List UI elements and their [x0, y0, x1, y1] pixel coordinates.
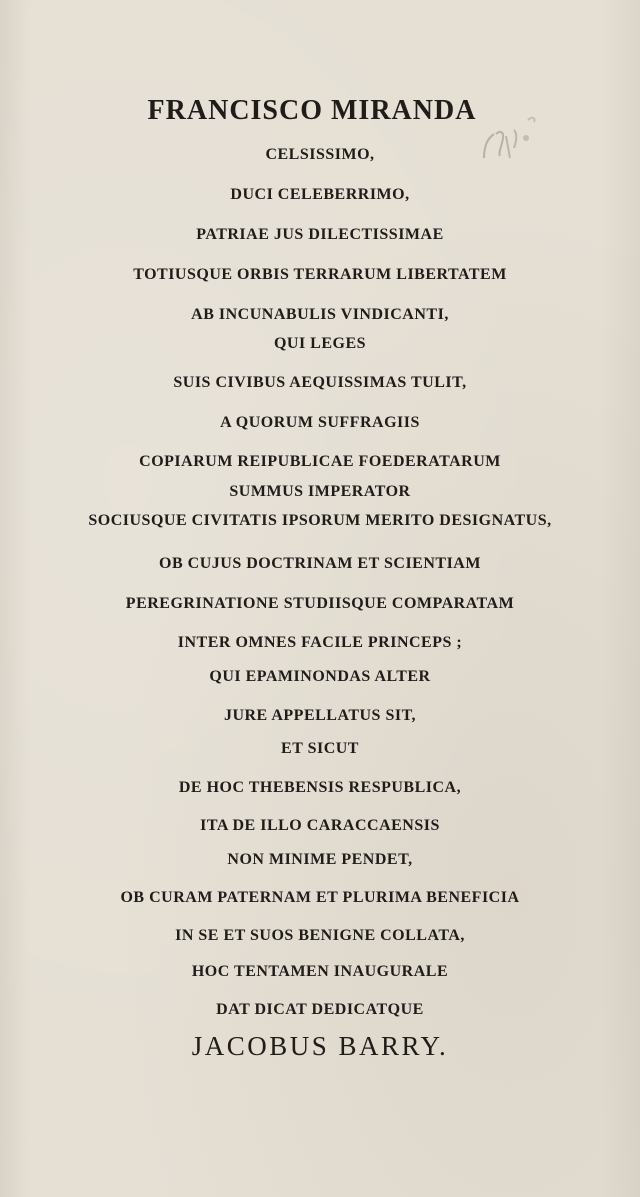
- dedication-line: QUI LEGES: [273, 335, 367, 352]
- dedication-title: FRANCISCO MIRANDA: [147, 95, 477, 126]
- dedication-line: PEREGRINATIONE STUDIISQUE COMPARATAM: [125, 595, 515, 612]
- dedication-line: DUCI CELEBERRIMO,: [230, 186, 410, 203]
- dedication-line: A QUORUM SUFFRAGIIS: [220, 414, 420, 431]
- dedication-line: QUI EPAMINONDAS ALTER: [209, 668, 431, 685]
- dedication-line: COPIARUM REIPUBLICAE FOEDERATARUM: [139, 453, 501, 470]
- dedication-line: SUIS CIVIBUS AEQUISSIMAS TULIT,: [173, 374, 467, 391]
- dedication-line: ET SICUT: [281, 740, 359, 757]
- dedication-line: DAT DICAT DEDICATQUE: [216, 1001, 424, 1018]
- dedication-line: PATRIAE JUS DILECTISSIMAE: [196, 226, 444, 243]
- dedication-line: TOTIUSQUE ORBIS TERRARUM LIBERTATEM: [133, 266, 507, 283]
- dedication-line: CELSISSIMO,: [265, 146, 375, 163]
- dedication-line: IN SE ET SUOS BENIGNE COLLATA,: [175, 927, 465, 944]
- dedication-line: HOC TENTAMEN INAUGURALE: [191, 963, 449, 980]
- dedication-line: OB CUJUS DOCTRINAM ET SCIENTIAM: [159, 555, 481, 572]
- dedication-line: ITA DE ILLO CARACCAENSIS: [200, 817, 440, 834]
- dedication-line: AB INCUNABULIS VINDICANTI,: [191, 306, 449, 323]
- signature: JACOBUS BARRY.: [191, 1031, 449, 1061]
- dedication-line: NON MINIME PENDET,: [227, 851, 413, 868]
- dedication-line: SUMMUS IMPERATOR: [229, 483, 411, 500]
- dedication-line: DE HOC THEBENSIS RESPUBLICA,: [178, 779, 462, 796]
- dedication-line: INTER OMNES FACILE PRINCEPS ;: [177, 634, 463, 651]
- dedication-line: JURE APPELLATUS SIT,: [223, 707, 417, 724]
- dedication-line: OB CURAM PATERNAM ET PLURIMA BENEFICIA: [120, 889, 520, 906]
- dedication-line: SOCIUSQUE CIVITATIS IPSORUM MERITO DESIGNATUS,: [88, 512, 552, 529]
